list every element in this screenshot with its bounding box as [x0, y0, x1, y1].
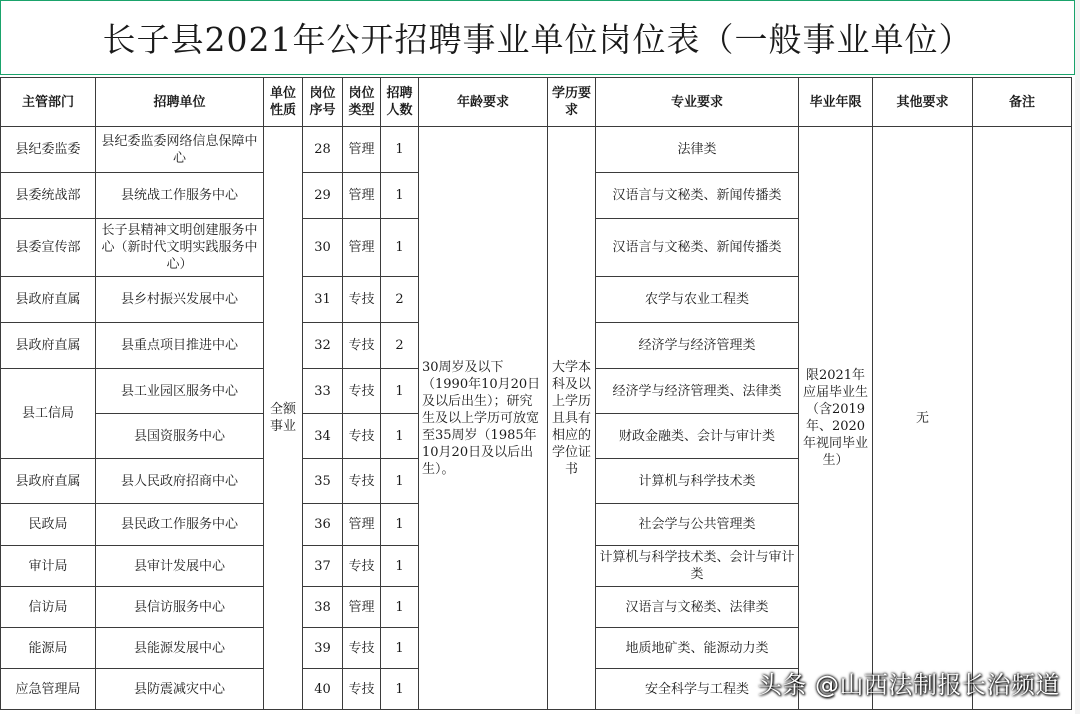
header-unit[interactable]: 招聘单位 — [96, 78, 264, 127]
cell-dept[interactable]: 审计局 — [1, 546, 96, 587]
cell-count[interactable]: 1 — [381, 459, 419, 504]
cell-major[interactable]: 社会学与公共管理类 — [596, 504, 799, 546]
cell-major[interactable]: 安全科学与工程类 — [596, 669, 799, 710]
cell-major[interactable]: 农学与农业工程类 — [596, 277, 799, 323]
cell-seq[interactable]: 38 — [303, 587, 343, 628]
cell-type[interactable]: 管理 — [343, 219, 381, 277]
header-row — [1, 78, 1072, 127]
cell-seq[interactable]: 29 — [303, 173, 343, 219]
cell-type[interactable]: 管理 — [343, 173, 381, 219]
cell-dept[interactable]: 信访局 — [1, 587, 96, 628]
cell-unit[interactable]: 县审计发展中心 — [96, 546, 264, 587]
cell-unit[interactable]: 县纪委监委网络信息保障中心 — [96, 127, 264, 173]
cell-dept[interactable]: 县纪委监委 — [1, 127, 96, 173]
cell-seq[interactable]: 37 — [303, 546, 343, 587]
cell-edu[interactable]: 大学本科及以上学历且具有相应的学位证书 — [548, 127, 596, 710]
cell-type[interactable]: 专技 — [343, 414, 381, 459]
watermark-text: 头条 @山西法制报长治频道 — [757, 671, 1060, 699]
cell-major[interactable]: 经济学与经济管理类 — [596, 323, 799, 369]
header-other[interactable]: 其他要求 — [873, 78, 973, 127]
sheet-title-cell[interactable] — [0, 0, 1075, 75]
cell-seq[interactable]: 30 — [303, 219, 343, 277]
cell-major[interactable]: 计算机与科学技术类、会计与审计类 — [596, 546, 799, 587]
cell-unit[interactable]: 县工业园区服务中心 — [96, 369, 264, 414]
cell-type[interactable]: 专技 — [343, 323, 381, 369]
cell-count[interactable]: 1 — [381, 587, 419, 628]
cell-major[interactable]: 汉语言与文秘类、新闻传播类 — [596, 173, 799, 219]
cell-seq[interactable]: 34 — [303, 414, 343, 459]
cell-type[interactable]: 管理 — [343, 127, 381, 173]
cell-grad[interactable]: 限2021年应届毕业生（含2019年、2020年视同毕业生） — [799, 127, 873, 710]
cell-count[interactable]: 1 — [381, 414, 419, 459]
header-age[interactable]: 年龄要求 — [419, 78, 548, 127]
table-row — [1, 127, 1072, 173]
cell-seq[interactable]: 35 — [303, 459, 343, 504]
cell-type[interactable]: 专技 — [343, 369, 381, 414]
cell-seq[interactable]: 36 — [303, 504, 343, 546]
cell-dept[interactable]: 能源局 — [1, 628, 96, 669]
cell-count[interactable]: 1 — [381, 219, 419, 277]
cell-count[interactable]: 2 — [381, 323, 419, 369]
cell-major[interactable]: 财政金融类、会计与审计类 — [596, 414, 799, 459]
header-major[interactable]: 专业要求 — [596, 78, 799, 127]
cell-count[interactable]: 1 — [381, 546, 419, 587]
cell-dept[interactable]: 县工信局 — [1, 369, 96, 459]
cell-type[interactable]: 管理 — [343, 587, 381, 628]
page-title: 长子县2021年公开招聘事业单位岗位表（一般事业单位） — [102, 20, 973, 59]
cell-type[interactable]: 管理 — [343, 504, 381, 546]
cell-major[interactable]: 汉语言与文秘类、新闻传播类 — [596, 219, 799, 277]
header-note[interactable]: 备注 — [973, 78, 1072, 127]
cell-age[interactable]: 30周岁及以下（1990年10月20日及以后出生）；研究生及以上学历可放宽至35周岁（1985年10月20日及以后出生）。 — [419, 127, 548, 710]
cell-unit[interactable]: 县民政工作服务中心 — [96, 504, 264, 546]
cell-type[interactable]: 专技 — [343, 546, 381, 587]
cell-count[interactable]: 1 — [381, 173, 419, 219]
cell-count[interactable]: 2 — [381, 277, 419, 323]
cell-type[interactable]: 专技 — [343, 669, 381, 710]
cell-unit[interactable]: 县重点项目推进中心 — [96, 323, 264, 369]
cell-seq[interactable]: 32 — [303, 323, 343, 369]
cell-dept[interactable]: 县政府直属 — [1, 277, 96, 323]
header-edu[interactable]: 学历要求 — [548, 78, 596, 127]
header-dept[interactable]: 主管部门 — [1, 78, 96, 127]
cell-note[interactable] — [973, 127, 1072, 710]
cell-nature[interactable]: 全额事业 — [264, 127, 303, 710]
cell-unit[interactable]: 县人民政府招商中心 — [96, 459, 264, 504]
cell-seq[interactable]: 31 — [303, 277, 343, 323]
cell-seq[interactable]: 28 — [303, 127, 343, 173]
cell-count[interactable]: 1 — [381, 628, 419, 669]
cell-dept[interactable]: 县委统战部 — [1, 173, 96, 219]
cell-dept[interactable]: 民政局 — [1, 504, 96, 546]
header-nature[interactable]: 单位性质 — [264, 78, 303, 127]
cell-major[interactable]: 计算机与科学技术类 — [596, 459, 799, 504]
positions-table — [0, 77, 1072, 710]
cell-unit[interactable]: 县能源发展中心 — [96, 628, 264, 669]
cell-count[interactable]: 1 — [381, 504, 419, 546]
cell-unit[interactable]: 县统战工作服务中心 — [96, 173, 264, 219]
header-type[interactable]: 岗位类型 — [343, 78, 381, 127]
header-grad[interactable]: 毕业年限 — [799, 78, 873, 127]
cell-major[interactable]: 法律类 — [596, 127, 799, 173]
cell-major[interactable]: 汉语言与文秘类、法律类 — [596, 587, 799, 628]
cell-unit[interactable]: 县国资服务中心 — [96, 414, 264, 459]
cell-dept[interactable]: 应急管理局 — [1, 669, 96, 710]
cell-seq[interactable]: 33 — [303, 369, 343, 414]
header-seq[interactable]: 岗位序号 — [303, 78, 343, 127]
cell-type[interactable]: 专技 — [343, 628, 381, 669]
cell-unit[interactable]: 县防震减灾中心 — [96, 669, 264, 710]
cell-major[interactable]: 经济学与经济管理类、法律类 — [596, 369, 799, 414]
cell-type[interactable]: 专技 — [343, 459, 381, 504]
cell-dept[interactable]: 县政府直属 — [1, 459, 96, 504]
cell-unit[interactable]: 长子县精神文明创建服务中心（新时代文明实践服务中心） — [96, 219, 264, 277]
cell-seq[interactable]: 40 — [303, 669, 343, 710]
window-edge — [1075, 0, 1080, 714]
cell-major[interactable]: 地质地矿类、能源动力类 — [596, 628, 799, 669]
cell-dept[interactable]: 县政府直属 — [1, 323, 96, 369]
cell-unit[interactable]: 县信访服务中心 — [96, 587, 264, 628]
cell-unit[interactable]: 县乡村振兴发展中心 — [96, 277, 264, 323]
cell-count[interactable]: 1 — [381, 127, 419, 173]
cell-other[interactable]: 无 — [873, 127, 973, 710]
cell-type[interactable]: 专技 — [343, 277, 381, 323]
cell-count[interactable]: 1 — [381, 669, 419, 710]
cell-seq[interactable]: 39 — [303, 628, 343, 669]
cell-dept[interactable]: 县委宣传部 — [1, 219, 96, 277]
cell-count[interactable]: 1 — [381, 369, 419, 414]
header-count[interactable]: 招聘人数 — [381, 78, 419, 127]
